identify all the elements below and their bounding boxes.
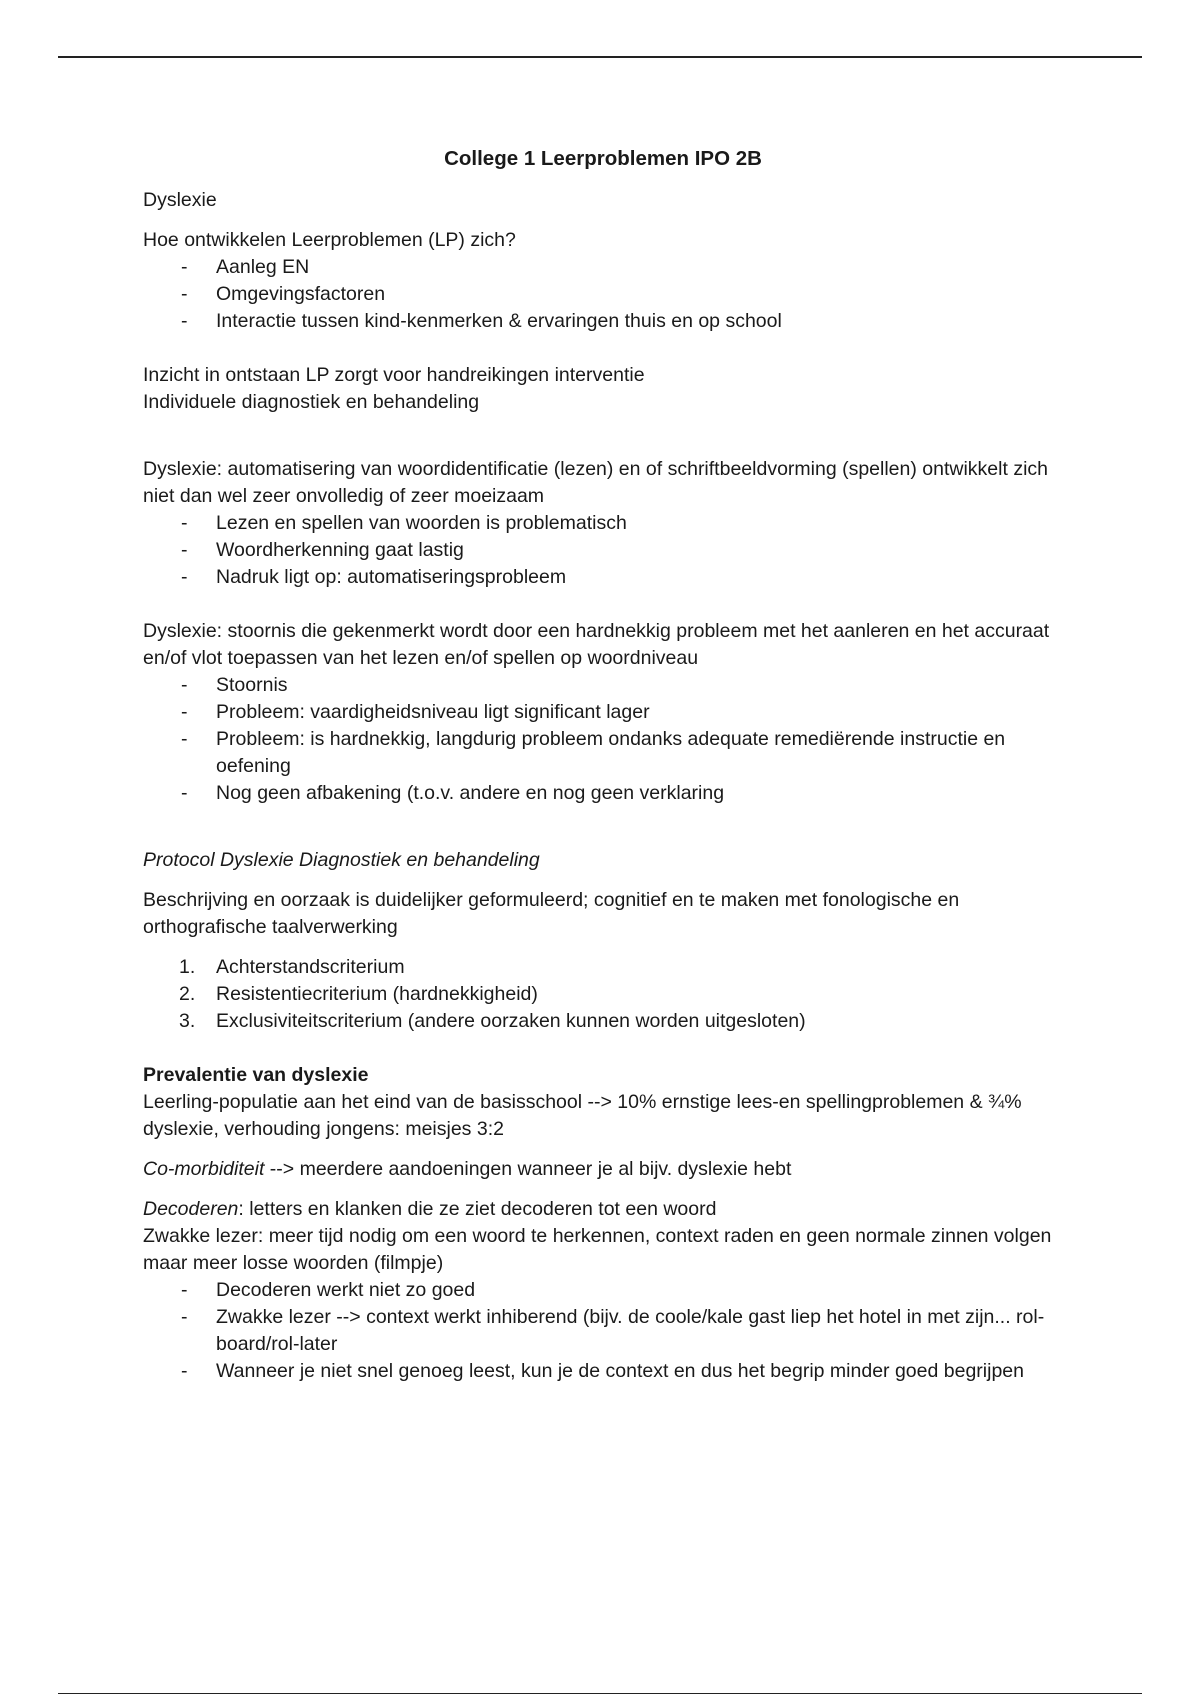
list-item: - Stoornis	[143, 672, 1063, 699]
weak-reader-text: Zwakke lezer: meer tijd nodig om een woord te herkennen, context raden en geen normale zinnen volgen maar meer losse woorden (filmpje)	[143, 1225, 1052, 1274]
automatisation-list	[143, 510, 1063, 591]
document-title: College 1 Leerproblemen IPO 2B	[444, 147, 762, 170]
list-item: - Lezen en spellen van woorden is problematisch	[143, 510, 1063, 537]
list-item: - Probleem: vaardigheidsniveau ligt significant lager	[143, 699, 1063, 726]
development-list	[143, 254, 1063, 335]
diagnostics-line: Individuele diagnostiek en behandeling	[143, 391, 480, 413]
list-item: - Woordherkenning gaat lastig	[143, 537, 1063, 564]
criterion-item: 1. Achterstandscriterium	[179, 956, 405, 978]
list-item: - Interactie tussen kind-kenmerken & ervaringen thuis en op school	[143, 308, 1063, 335]
criteria-list	[143, 954, 1063, 1035]
criterion-item: 2. Resistentiecriterium (hardnekkigheid)	[179, 983, 538, 1005]
decoding-list	[143, 1277, 1063, 1385]
definition-automatisation: Dyslexie: automatisering van woordidentificatie (lezen) en of schriftbeeldvorming (spellen) ontwikkelt zich niet dan wel zeer onvolledig of zeer moeizaam	[143, 458, 1048, 507]
protocol-heading: Protocol Dyslexie Diagnostiek en behandeling	[143, 849, 540, 871]
list-item: - Nog geen afbakening (t.o.v. andere en nog geen verklaring	[143, 780, 1063, 807]
list-item: - Probleem: is hardnekkig, langdurig probleem ondanks adequate remediërende instructie en oefening	[143, 726, 1063, 780]
document-page	[143, 140, 1063, 1385]
insight-line: Inzicht in ontstaan LP zorgt voor handreikingen interventie	[143, 364, 645, 386]
top-rule	[58, 56, 1142, 58]
list-item: - Nadruk ligt op: automatiseringsprobleem	[143, 564, 1063, 591]
bottom-rule	[58, 1693, 1142, 1694]
protocol-description: Beschrijving en oorzaak is duidelijker geformuleerd; cognitief en te maken met fonologische en orthografische taalverwerking	[143, 889, 960, 938]
subtitle-dyslexie: Dyslexie	[143, 189, 217, 211]
list-item: - Wanneer je niet snel genoeg leest, kun je de context en dus het begrip minder goed begrijpen	[143, 1358, 1063, 1385]
prevalence-text: Leerling-populatie aan het eind van de basisschool --> 10% ernstige lees-en spellingproblemen & ¾% dyslexie, verhouding jongens: meisjes 3:2	[143, 1091, 1022, 1140]
criterion-item: 3. Exclusiviteitscriterium (andere oorzaken kunnen worden uitgesloten)	[179, 1010, 806, 1032]
list-item: - Decoderen werkt niet zo goed	[143, 1277, 1063, 1304]
comorbidity-line: Co-morbiditeit --> meerdere aandoeningen wanneer je al bijv. dyslexie hebt	[143, 1158, 792, 1180]
list-item: - Omgevingsfactoren	[143, 281, 1063, 308]
development-question: Hoe ontwikkelen Leerproblemen (LP) zich?	[143, 229, 516, 251]
list-item: - Aanleg EN	[143, 254, 1063, 281]
disorder-list	[143, 672, 1063, 807]
list-item: - Zwakke lezer --> context werkt inhiberend (bijv. de coole/kale gast liep het hotel in met zijn... rol-board/rol-later	[143, 1304, 1063, 1358]
decoding-line: Decoderen: letters en klanken die ze ziet decoderen tot een woord	[143, 1198, 717, 1220]
prevalence-heading: Prevalentie van dyslexie	[143, 1064, 369, 1086]
definition-disorder: Dyslexie: stoornis die gekenmerkt wordt door een hardnekkig probleem met het aanleren en het accuraat en/of vlot toepassen van het lezen en/of spellen op woordniveau	[143, 620, 1050, 669]
